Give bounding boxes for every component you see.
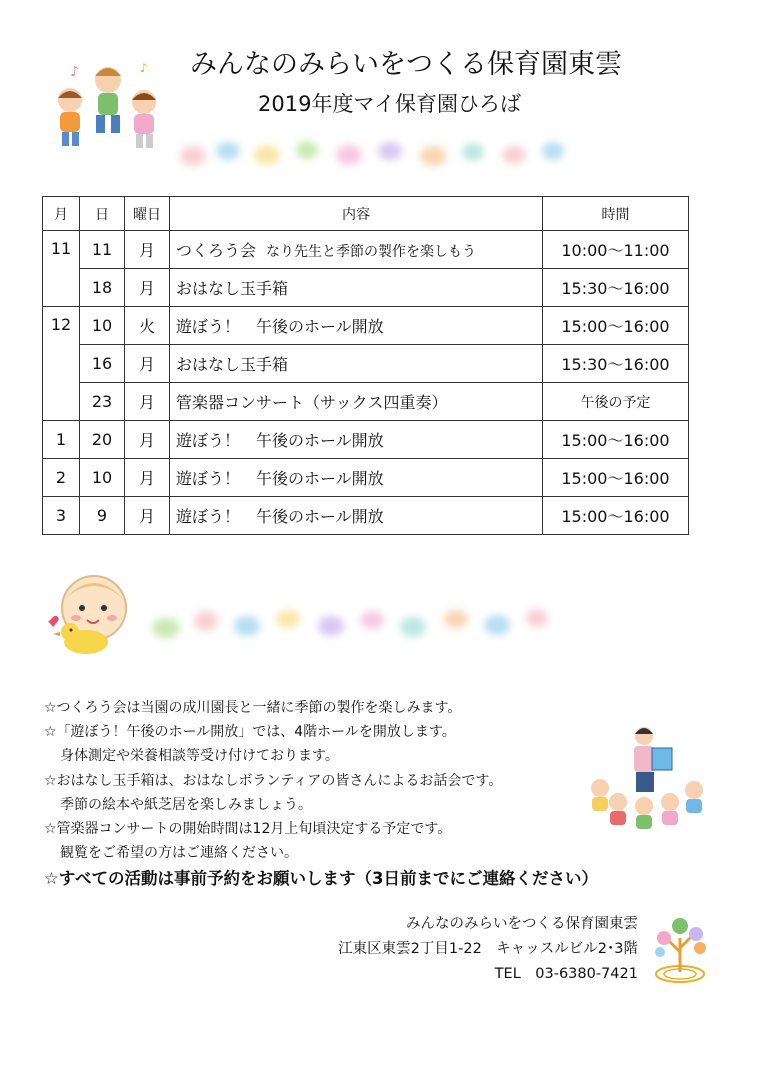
month-cell: 2: [43, 459, 80, 497]
weekday-cell: 月: [125, 345, 170, 383]
content-subtitle: なり先生と季節の製作を楽しもう: [266, 244, 477, 260]
table-row: [43, 345, 689, 383]
day-cell: 18: [80, 269, 125, 307]
content-cell: 遊ぼう！ 午後のホール開放: [170, 497, 543, 535]
weekday-cell: 月: [125, 421, 170, 459]
weekday-cell: 月: [125, 497, 170, 535]
tree-logo-icon: [648, 912, 712, 986]
content-cell: 管楽器コンサート（サックス四重奏）: [170, 383, 543, 421]
content-cell: おはなし玉手箱: [170, 269, 543, 307]
day-cell: 16: [80, 345, 125, 383]
content-cell: [170, 231, 543, 269]
table-row: [43, 421, 689, 459]
day-cell: 23: [80, 383, 125, 421]
footer-address: 江東区東雲2丁目1-22 キャッスルビル2･3階: [338, 941, 638, 957]
time-cell: 15:00～16:00: [543, 307, 689, 345]
page-subtitle: 2019年度マイ保育園ひろば: [258, 92, 522, 116]
table-row: [43, 307, 689, 345]
day-cell: 9: [80, 497, 125, 535]
note-line: ☆管楽器コンサートの開始時間は12月上旬頃決定する予定です。: [44, 821, 452, 838]
content-cell: 遊ぼう！ 午後のホール開放: [170, 459, 543, 497]
svg-text:♪: ♪: [140, 61, 148, 75]
table-header-row: [43, 197, 689, 231]
note-line-emphasis: ☆すべての活動は事前予約をお願いします（3日前までにご連絡ください）: [44, 869, 598, 889]
decorative-dots-top: [180, 140, 564, 166]
month-cell: 11: [43, 231, 80, 307]
table-row: [43, 269, 689, 307]
day-cell: 20: [80, 421, 125, 459]
schedule-table: [42, 196, 689, 535]
table-row: [43, 231, 689, 269]
weekday-cell: 月: [125, 383, 170, 421]
decorative-dots-middle: [152, 606, 548, 638]
time-cell: 15:00～16:00: [543, 421, 689, 459]
month-cell: 12: [43, 307, 80, 421]
weekday-cell: 火: [125, 307, 170, 345]
note-line: 身体測定や栄養相談等受け付けております。: [60, 748, 339, 765]
header-month: 月: [43, 197, 80, 231]
baby-with-duck-illustration: [40, 570, 136, 656]
day-cell: 10: [80, 307, 125, 345]
footer-phone: TEL 03-6380-7421: [494, 966, 638, 982]
header-time: 時間: [543, 197, 689, 231]
content-title: つくろう会: [176, 241, 257, 260]
month-cell: 1: [43, 421, 80, 459]
day-cell: 11: [80, 231, 125, 269]
content-cell: おはなし玉手箱: [170, 345, 543, 383]
note-line: ☆「遊ぼう！午後のホール開放」では、4階ホールを開放します。: [44, 724, 456, 741]
content-cell: 遊ぼう！ 午後のホール開放: [170, 421, 543, 459]
month-cell: 3: [43, 497, 80, 535]
header-weekday: 曜日: [125, 197, 170, 231]
time-cell: 10:00～11:00: [543, 231, 689, 269]
table-row: [43, 383, 689, 421]
note-line: ☆つくろう会は当園の成川園長と一緒に季節の製作を楽しみます。: [44, 700, 462, 716]
note-line: ☆おはなし玉手箱は、おはなしボランティアの皆さんによるお話会です。: [44, 772, 503, 789]
footer-org-name: みんなのみらいをつくる保育園東雲: [406, 916, 638, 932]
storytime-illustration: [586, 724, 716, 834]
time-cell: 15:30～16:00: [543, 269, 689, 307]
weekday-cell: 月: [125, 269, 170, 307]
table-row: [43, 459, 689, 497]
header-content: 内容: [170, 197, 543, 231]
time-cell: 15:00～16:00: [543, 459, 689, 497]
time-cell: 午後の予定: [543, 383, 689, 421]
page-title: みんなのみらいをつくる保育園東雲: [190, 49, 622, 80]
note-line: 観覧をご希望の方はご連絡ください。: [60, 845, 298, 862]
note-line: 季節の絵本や紙芝居を楽しみましょう。: [60, 796, 312, 813]
weekday-cell: 月: [125, 231, 170, 269]
notes-section: [44, 696, 598, 892]
content-cell: 遊ぼう！ 午後のホール開放: [170, 307, 543, 345]
time-cell: 15:30～16:00: [543, 345, 689, 383]
svg-text:♪: ♪: [70, 64, 79, 80]
table-row: [43, 497, 689, 535]
footer-contact: [338, 912, 638, 987]
dancing-children-illustration: [48, 56, 166, 156]
time-cell: 15:00～16:00: [543, 497, 689, 535]
day-cell: 10: [80, 459, 125, 497]
header-day: 日: [80, 197, 125, 231]
weekday-cell: 月: [125, 459, 170, 497]
